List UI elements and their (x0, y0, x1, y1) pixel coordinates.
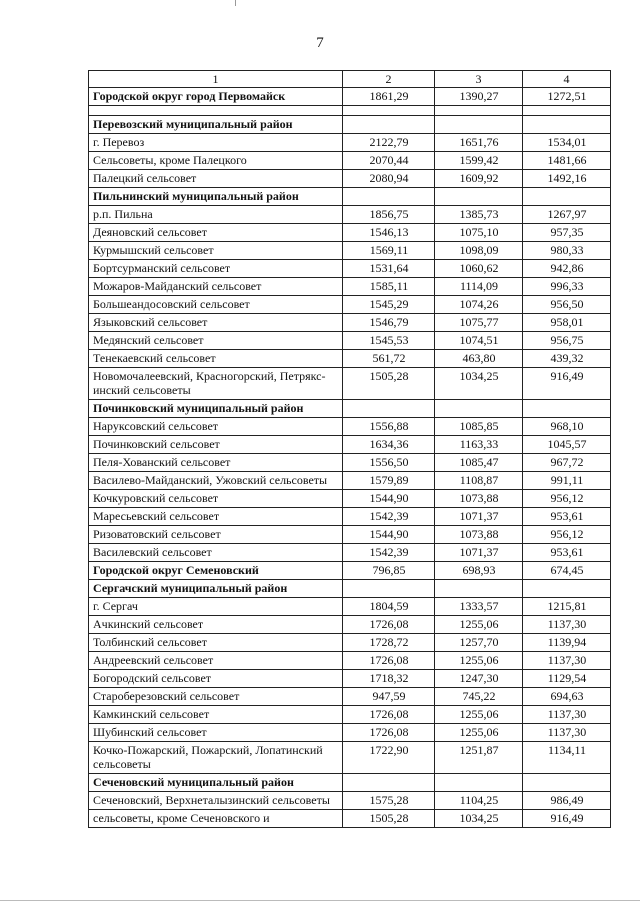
table-row (89, 688, 611, 706)
cell-value-col3: 1255,06 (435, 706, 523, 724)
cell-name: Василевский сельсовет (89, 544, 343, 562)
cell-value-col3: 1163,33 (435, 436, 523, 454)
cell-name: Сергачский муниципальный район (89, 580, 343, 598)
cell-value-col2: 1556,50 (343, 454, 435, 472)
cell-value-col3: 1104,25 (435, 792, 523, 810)
table-row (89, 170, 611, 188)
column-header: 4 (523, 71, 611, 88)
cell-value-col4: 991,11 (523, 472, 611, 490)
cell-name: Наруксовский сельсовет (89, 418, 343, 436)
cell-value-col4: 1481,66 (523, 152, 611, 170)
cell-value-col4: 1137,30 (523, 724, 611, 742)
cell-name: Сеченовский муниципальный район (89, 774, 343, 792)
cell-name: Сеченовский, Верхнеталызинский сельсоветы (89, 792, 343, 810)
cell-value-col4: 956,75 (523, 332, 611, 350)
cell-value-col2: 1545,53 (343, 332, 435, 350)
cell-value-col2: 1505,28 (343, 810, 435, 828)
cell-value-col2: 1542,39 (343, 544, 435, 562)
cell-value-col3: 1060,62 (435, 260, 523, 278)
table-row (89, 242, 611, 260)
cell-value-col2 (343, 106, 435, 116)
cell-value-col4: 957,35 (523, 224, 611, 242)
spacer-row (89, 106, 611, 116)
cell-value-col3: 1333,57 (435, 598, 523, 616)
cell-name: Толбинский сельсовет (89, 634, 343, 652)
cell-value-col2: 1545,29 (343, 296, 435, 314)
cell-value-col2: 1579,89 (343, 472, 435, 490)
cell-value-col3 (435, 580, 523, 598)
table-row (89, 224, 611, 242)
cell-value-col2: 1546,13 (343, 224, 435, 242)
table-row (89, 472, 611, 490)
cell-name: Бортсурманский сельсовет (89, 260, 343, 278)
cell-value-col4: 956,50 (523, 296, 611, 314)
cell-value-col2: 1856,75 (343, 206, 435, 224)
cell-value-col3: 1255,06 (435, 652, 523, 670)
table-row (89, 278, 611, 296)
cell-name: Андреевский сельсовет (89, 652, 343, 670)
cell-value-col3: 1114,09 (435, 278, 523, 296)
cell-value-col3: 1251,87 (435, 742, 523, 774)
cell-name: Василево-Майданский, Ужовский сельсоветы (89, 472, 343, 490)
cell-value-col4: 1129,54 (523, 670, 611, 688)
cell-value-col4: 1134,11 (523, 742, 611, 774)
top-margin-mark (235, 0, 236, 6)
cell-value-col4: 439,32 (523, 350, 611, 368)
cell-value-col4: 1272,51 (523, 88, 611, 106)
cell-value-col3: 1071,37 (435, 544, 523, 562)
table-row (89, 260, 611, 278)
cell-value-col2: 1505,28 (343, 368, 435, 400)
cell-value-col4: 916,49 (523, 810, 611, 828)
table-row (89, 436, 611, 454)
cell-value-col4: 953,61 (523, 544, 611, 562)
cell-name: Ризоватовский сельсовет (89, 526, 343, 544)
cell-value-col3 (435, 400, 523, 418)
table-row (89, 652, 611, 670)
cell-value-col2: 1804,59 (343, 598, 435, 616)
cell-name: Камкинский сельсовет (89, 706, 343, 724)
cell-name: Кочкуровский сельсовет (89, 490, 343, 508)
cell-value-col2: 796,85 (343, 562, 435, 580)
cell-value-col2 (343, 580, 435, 598)
table-row (89, 544, 611, 562)
cell-value-col4: 1215,81 (523, 598, 611, 616)
cell-name: Починковский муниципальный район (89, 400, 343, 418)
cell-value-col3: 1247,30 (435, 670, 523, 688)
cell-name: Языковский сельсовет (89, 314, 343, 332)
cell-value-col4: 958,01 (523, 314, 611, 332)
cell-value-col3: 1073,88 (435, 526, 523, 544)
cell-name: г. Перевоз (89, 134, 343, 152)
cell-name: г. Сергач (89, 598, 343, 616)
table-row (89, 296, 611, 314)
cell-value-col3 (435, 188, 523, 206)
cell-name: Починковский сельсовет (89, 436, 343, 454)
cell-value-col2: 1722,90 (343, 742, 435, 774)
bottom-edge-line (0, 900, 640, 901)
table-body (89, 71, 611, 828)
cell-value-col3: 1609,92 (435, 170, 523, 188)
cell-value-col4: 916,49 (523, 368, 611, 400)
cell-name: р.п. Пильна (89, 206, 343, 224)
cell-value-col2: 2070,44 (343, 152, 435, 170)
column-header: 1 (89, 71, 343, 88)
table-row (89, 454, 611, 472)
cell-value-col2: 1542,39 (343, 508, 435, 526)
section-row (89, 400, 611, 418)
cell-value-col3: 1085,47 (435, 454, 523, 472)
cell-value-col2: 1726,08 (343, 616, 435, 634)
table-row (89, 598, 611, 616)
cell-value-col4: 956,12 (523, 526, 611, 544)
column-header: 2 (343, 71, 435, 88)
cell-name: Пеля-Хованский сельсовет (89, 454, 343, 472)
cell-name: Богородский сельсовет (89, 670, 343, 688)
cell-value-col4: 942,86 (523, 260, 611, 278)
cell-value-col2 (343, 774, 435, 792)
cell-name: Пильнинский муниципальный район (89, 188, 343, 206)
column-header: 3 (435, 71, 523, 88)
cell-name: Большеандосовский сельсовет (89, 296, 343, 314)
cell-value-col4: 996,33 (523, 278, 611, 296)
cell-name: Тенекаевский сельсовет (89, 350, 343, 368)
cell-value-col3: 698,93 (435, 562, 523, 580)
cell-value-col4: 674,45 (523, 562, 611, 580)
cell-value-col2 (343, 188, 435, 206)
table-row (89, 332, 611, 350)
table-row (89, 724, 611, 742)
cell-value-col4 (523, 106, 611, 116)
cell-value-col2: 947,59 (343, 688, 435, 706)
section-row (89, 188, 611, 206)
cell-name: Шубинский сельсовет (89, 724, 343, 742)
cell-value-col2: 1531,64 (343, 260, 435, 278)
table-header-row (89, 71, 611, 88)
cell-value-col3 (435, 106, 523, 116)
table-row (89, 206, 611, 224)
cell-value-col4 (523, 188, 611, 206)
cell-name: Деяновский сельсовет (89, 224, 343, 242)
cell-value-col2: 561,72 (343, 350, 435, 368)
cell-value-col4: 1139,94 (523, 634, 611, 652)
cell-value-col4: 1534,01 (523, 134, 611, 152)
cell-value-col3: 1257,70 (435, 634, 523, 652)
cell-name: Маресьевский сельсовет (89, 508, 343, 526)
cell-value-col3: 1034,25 (435, 810, 523, 828)
cell-name: Ачкинский сельсовет (89, 616, 343, 634)
cell-value-col3: 745,22 (435, 688, 523, 706)
cell-value-col3: 1085,85 (435, 418, 523, 436)
table-row (89, 314, 611, 332)
cell-value-col3: 1074,26 (435, 296, 523, 314)
cell-value-col4 (523, 400, 611, 418)
cell-value-col4: 967,72 (523, 454, 611, 472)
cell-name: Городской округ город Первомайск (89, 88, 343, 106)
cell-value-col3: 1255,06 (435, 616, 523, 634)
cell-value-col4: 1137,30 (523, 616, 611, 634)
cell-value-col3: 1651,76 (435, 134, 523, 152)
table-row (89, 634, 611, 652)
cell-value-col2: 1634,36 (343, 436, 435, 454)
cell-name: сельсоветы, кроме Сеченовского и (89, 810, 343, 828)
cell-value-col4: 1267,97 (523, 206, 611, 224)
cell-name: Медянский сельсовет (89, 332, 343, 350)
tariff-table (88, 70, 611, 828)
cell-value-col2: 2080,94 (343, 170, 435, 188)
cell-value-col3: 1075,10 (435, 224, 523, 242)
table-row (89, 670, 611, 688)
cell-name: Курмышский сельсовет (89, 242, 343, 260)
cell-value-col3: 1255,06 (435, 724, 523, 742)
cell-value-col3: 1390,27 (435, 88, 523, 106)
table-row (89, 490, 611, 508)
table-row (89, 368, 611, 400)
table-row (89, 152, 611, 170)
cell-value-col2: 1546,79 (343, 314, 435, 332)
cell-value-col4: 1492,16 (523, 170, 611, 188)
cell-value-col2: 1544,90 (343, 526, 435, 544)
table-row (89, 134, 611, 152)
cell-value-col2: 1544,90 (343, 490, 435, 508)
cell-value-col2: 1569,11 (343, 242, 435, 260)
cell-value-col2: 1726,08 (343, 706, 435, 724)
cell-value-col4: 980,33 (523, 242, 611, 260)
cell-value-col2: 1726,08 (343, 724, 435, 742)
cell-name: Кочко-Пожарский, Пожарский, Лопатинский сельсоветы (89, 742, 343, 774)
cell-value-col4: 1045,57 (523, 436, 611, 454)
cell-name: Новомочалеевский, Красногорский, Петряксинский сельсоветы (89, 368, 343, 400)
table-row (89, 418, 611, 436)
cell-name (89, 106, 343, 116)
section-row (89, 116, 611, 134)
section-row (89, 562, 611, 580)
cell-value-col2: 1575,28 (343, 792, 435, 810)
cell-name: Можаров-Майданский сельсовет (89, 278, 343, 296)
cell-value-col3: 1073,88 (435, 490, 523, 508)
cell-value-col2: 1718,32 (343, 670, 435, 688)
cell-name: Палецкий сельсовет (89, 170, 343, 188)
cell-value-col3: 1074,51 (435, 332, 523, 350)
table-row (89, 508, 611, 526)
cell-name: Городской округ Семеновский (89, 562, 343, 580)
table-row (89, 742, 611, 774)
cell-value-col4 (523, 774, 611, 792)
cell-value-col3: 1034,25 (435, 368, 523, 400)
cell-value-col3 (435, 116, 523, 134)
cell-value-col3: 1071,37 (435, 508, 523, 526)
cell-value-col2: 1585,11 (343, 278, 435, 296)
cell-value-col2: 1726,08 (343, 652, 435, 670)
table-row (89, 616, 611, 634)
cell-value-col4: 968,10 (523, 418, 611, 436)
table-row (89, 706, 611, 724)
cell-value-col2 (343, 116, 435, 134)
cell-value-col4: 1137,30 (523, 652, 611, 670)
page-number: 7 (316, 35, 324, 51)
cell-value-col3: 1108,87 (435, 472, 523, 490)
cell-value-col2: 1861,29 (343, 88, 435, 106)
cell-value-col3: 1075,77 (435, 314, 523, 332)
cell-value-col4: 953,61 (523, 508, 611, 526)
cell-value-col4 (523, 116, 611, 134)
table-row (89, 810, 611, 828)
cell-name: Перевозский муниципальный район (89, 116, 343, 134)
cell-value-col4: 956,12 (523, 490, 611, 508)
table-row (89, 792, 611, 810)
cell-name: Сельсоветы, кроме Палецкого (89, 152, 343, 170)
cell-value-col2: 2122,79 (343, 134, 435, 152)
cell-value-col3: 463,80 (435, 350, 523, 368)
table-row (89, 526, 611, 544)
cell-value-col3 (435, 774, 523, 792)
section-row (89, 774, 611, 792)
cell-value-col3: 1098,09 (435, 242, 523, 260)
cell-value-col4: 986,49 (523, 792, 611, 810)
cell-value-col4: 1137,30 (523, 706, 611, 724)
table-row (89, 350, 611, 368)
cell-value-col4: 694,63 (523, 688, 611, 706)
section-row (89, 88, 611, 106)
cell-value-col3: 1599,42 (435, 152, 523, 170)
cell-value-col4 (523, 580, 611, 598)
cell-value-col2: 1728,72 (343, 634, 435, 652)
section-row (89, 580, 611, 598)
cell-value-col3: 1385,73 (435, 206, 523, 224)
cell-name: Староберезовский сельсовет (89, 688, 343, 706)
cell-value-col2 (343, 400, 435, 418)
cell-value-col2: 1556,88 (343, 418, 435, 436)
